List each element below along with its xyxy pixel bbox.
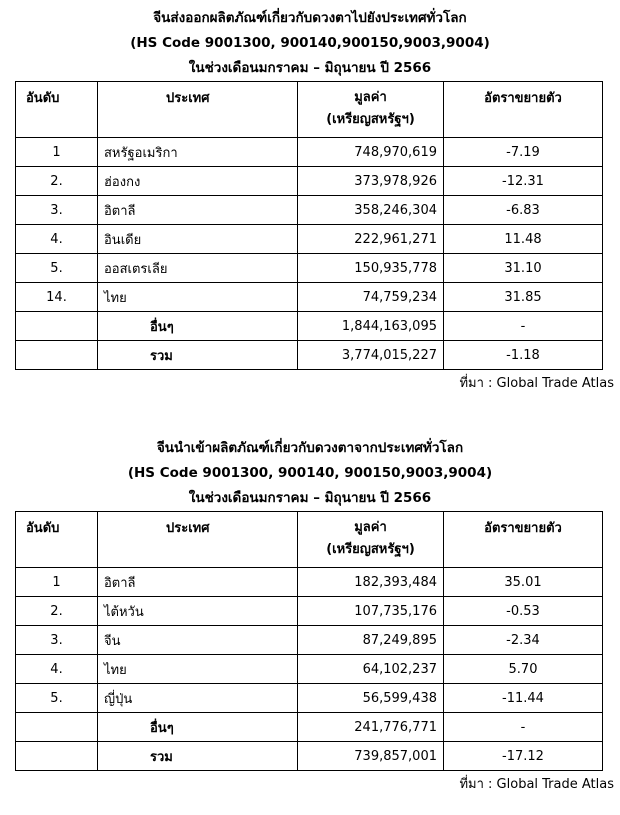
table-row bbox=[16, 655, 603, 684]
export-section bbox=[0, 6, 620, 398]
export-period: ในช่วงเดือนมกราคม – มิถุนายน ปี 2566 bbox=[188, 60, 432, 76]
export-table bbox=[15, 81, 603, 370]
export-source: ที่มา : Global Trade Atlas bbox=[459, 376, 614, 391]
empty-cell bbox=[16, 312, 98, 341]
header-rank: อันดับ bbox=[16, 82, 98, 138]
table-row bbox=[16, 196, 603, 225]
growth-cell: -11.44 bbox=[444, 684, 603, 713]
header-value-line2: (เหรียญสหรัฐฯ) bbox=[326, 112, 415, 127]
country-cell: ฮ่องกง bbox=[98, 167, 298, 196]
others-label: อื่นๆ bbox=[98, 312, 298, 341]
rank-cell: 14. bbox=[16, 283, 98, 312]
table-row bbox=[16, 225, 603, 254]
rank-cell: 4. bbox=[16, 655, 98, 684]
header-value bbox=[298, 512, 444, 568]
growth-cell: 31.10 bbox=[444, 254, 603, 283]
table-row bbox=[16, 254, 603, 283]
table-row bbox=[16, 626, 603, 655]
country-cell: ไทย bbox=[98, 283, 298, 312]
export-title: จีนส่งออกผลิตภัณฑ์เกี่ยวกับดวงตาไปยังประเทศทั่วโลก bbox=[153, 10, 467, 26]
others-value: 1,844,163,095 bbox=[298, 312, 444, 341]
value-cell: 150,935,778 bbox=[298, 254, 444, 283]
rank-cell: 4. bbox=[16, 225, 98, 254]
rank-cell: 1 bbox=[16, 568, 98, 597]
country-cell: อิตาลี bbox=[98, 568, 298, 597]
table-row bbox=[16, 568, 603, 597]
total-row bbox=[16, 341, 603, 370]
total-row bbox=[16, 742, 603, 771]
value-cell: 222,961,271 bbox=[298, 225, 444, 254]
empty-cell bbox=[16, 713, 98, 742]
header-value-line1: มูลค่า bbox=[354, 520, 387, 535]
growth-cell: -0.53 bbox=[444, 597, 603, 626]
header-growth: อัตราขยายตัว bbox=[444, 512, 603, 568]
header-country: ประเทศ bbox=[98, 82, 298, 138]
import-hs-code: (HS Code 9001300, 900140, 900150,9003,9004) bbox=[127, 465, 493, 481]
growth-cell: 31.85 bbox=[444, 283, 603, 312]
others-growth: - bbox=[444, 312, 603, 341]
table-header-row bbox=[16, 512, 603, 568]
table-header-row bbox=[16, 82, 603, 138]
rank-cell: 1 bbox=[16, 138, 98, 167]
value-cell: 182,393,484 bbox=[298, 568, 444, 597]
growth-cell: 35.01 bbox=[444, 568, 603, 597]
total-growth: -1.18 bbox=[444, 341, 603, 370]
country-cell: ไต้หวัน bbox=[98, 597, 298, 626]
import-title: จีนนำเข้าผลิตภัณฑ์เกี่ยวกับดวงตาจากประเทศทั่วโลก bbox=[156, 440, 464, 456]
growth-cell: 5.70 bbox=[444, 655, 603, 684]
header-value-line2: (เหรียญสหรัฐฯ) bbox=[326, 542, 415, 557]
value-cell: 56,599,438 bbox=[298, 684, 444, 713]
rank-cell: 2. bbox=[16, 167, 98, 196]
total-value: 3,774,015,227 bbox=[298, 341, 444, 370]
value-cell: 373,978,926 bbox=[298, 167, 444, 196]
value-cell: 74,759,234 bbox=[298, 283, 444, 312]
country-cell: จีน bbox=[98, 626, 298, 655]
growth-cell: -12.31 bbox=[444, 167, 603, 196]
header-country: ประเทศ bbox=[98, 512, 298, 568]
table-row bbox=[16, 138, 603, 167]
import-table bbox=[15, 511, 603, 771]
header-value bbox=[298, 82, 444, 138]
value-cell: 107,735,176 bbox=[298, 597, 444, 626]
country-cell: ญี่ปุ่น bbox=[98, 684, 298, 713]
others-value: 241,776,771 bbox=[298, 713, 444, 742]
table-row bbox=[16, 684, 603, 713]
import-period: ในช่วงเดือนมกราคม – มิถุนายน ปี 2566 bbox=[188, 490, 432, 506]
others-row bbox=[16, 312, 603, 341]
growth-cell: -6.83 bbox=[444, 196, 603, 225]
country-cell: ไทย bbox=[98, 655, 298, 684]
value-cell: 87,249,895 bbox=[298, 626, 444, 655]
rank-cell: 2. bbox=[16, 597, 98, 626]
country-cell: อินเดีย bbox=[98, 225, 298, 254]
others-row bbox=[16, 713, 603, 742]
header-value-line1: มูลค่า bbox=[354, 90, 387, 105]
empty-cell bbox=[16, 341, 98, 370]
rank-cell: 5. bbox=[16, 254, 98, 283]
rank-cell: 5. bbox=[16, 684, 98, 713]
import-section bbox=[0, 436, 620, 799]
country-cell: อิตาลี bbox=[98, 196, 298, 225]
value-cell: 358,246,304 bbox=[298, 196, 444, 225]
total-label: รวม bbox=[98, 742, 298, 771]
others-label: อื่นๆ bbox=[98, 713, 298, 742]
table-row bbox=[16, 597, 603, 626]
growth-cell: -2.34 bbox=[444, 626, 603, 655]
growth-cell: -7.19 bbox=[444, 138, 603, 167]
import-source: ที่มา : Global Trade Atlas bbox=[459, 777, 614, 792]
rank-cell: 3. bbox=[16, 196, 98, 225]
value-cell: 64,102,237 bbox=[298, 655, 444, 684]
growth-cell: 11.48 bbox=[444, 225, 603, 254]
rank-cell: 3. bbox=[16, 626, 98, 655]
value-cell: 748,970,619 bbox=[298, 138, 444, 167]
total-growth: -17.12 bbox=[444, 742, 603, 771]
table-row bbox=[16, 167, 603, 196]
table-row bbox=[16, 283, 603, 312]
country-cell: สหรัฐอเมริกา bbox=[98, 138, 298, 167]
total-label: รวม bbox=[98, 341, 298, 370]
empty-cell bbox=[16, 742, 98, 771]
total-value: 739,857,001 bbox=[298, 742, 444, 771]
export-hs-code: (HS Code 9001300, 900140,900150,9003,9004) bbox=[130, 35, 490, 51]
others-growth: - bbox=[444, 713, 603, 742]
country-cell: ออสเตรเลีย bbox=[98, 254, 298, 283]
header-rank: อันดับ bbox=[16, 512, 98, 568]
header-growth: อัตราขยายตัว bbox=[444, 82, 603, 138]
